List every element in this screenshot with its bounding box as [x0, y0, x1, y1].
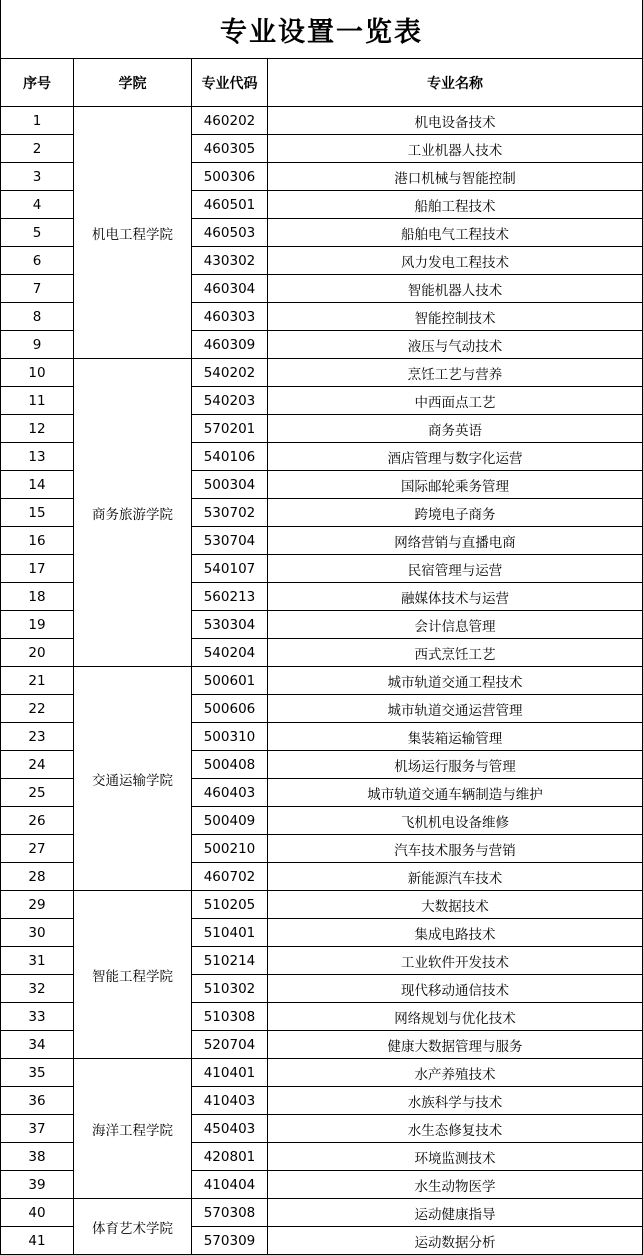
cell-college: 海洋工程学院	[74, 1059, 192, 1199]
cell-seq: 1	[1, 107, 74, 135]
cell-code: 560213	[192, 583, 268, 611]
cell-code: 460202	[192, 107, 268, 135]
cell-major-name: 新能源汽车技术	[268, 863, 643, 891]
cell-major-name: 酒店管理与数字化运营	[268, 443, 643, 471]
cell-major-name: 商务英语	[268, 415, 643, 443]
cell-seq: 17	[1, 555, 74, 583]
cell-code: 570308	[192, 1199, 268, 1227]
cell-major-name: 船舶电气工程技术	[268, 219, 643, 247]
cell-seq: 28	[1, 863, 74, 891]
cell-seq: 31	[1, 947, 74, 975]
cell-seq: 2	[1, 135, 74, 163]
cell-major-name: 会计信息管理	[268, 611, 643, 639]
cell-seq: 13	[1, 443, 74, 471]
cell-major-name: 水生动物医学	[268, 1171, 643, 1199]
cell-seq: 30	[1, 919, 74, 947]
cell-code: 460309	[192, 331, 268, 359]
cell-major-name: 机电设备技术	[268, 107, 643, 135]
cell-seq: 15	[1, 499, 74, 527]
cell-seq: 23	[1, 723, 74, 751]
cell-code: 450403	[192, 1115, 268, 1143]
table-row	[1, 1199, 643, 1227]
cell-code: 430302	[192, 247, 268, 275]
cell-code: 530702	[192, 499, 268, 527]
cell-major-name: 汽车技术服务与营销	[268, 835, 643, 863]
cell-code: 510401	[192, 919, 268, 947]
cell-code: 540203	[192, 387, 268, 415]
cell-major-name: 运动数据分析	[268, 1227, 643, 1255]
cell-seq: 19	[1, 611, 74, 639]
cell-code: 500304	[192, 471, 268, 499]
page-title: 专业设置一览表	[0, 0, 643, 58]
cell-code: 410401	[192, 1059, 268, 1087]
header-code: 专业代码	[192, 59, 268, 107]
cell-major-name: 智能机器人技术	[268, 275, 643, 303]
header-seq: 序号	[1, 59, 74, 107]
cell-code: 520704	[192, 1031, 268, 1059]
cell-major-name: 运动健康指导	[268, 1199, 643, 1227]
cell-code: 540106	[192, 443, 268, 471]
cell-code: 500310	[192, 723, 268, 751]
cell-code: 460501	[192, 191, 268, 219]
cell-code: 500306	[192, 163, 268, 191]
cell-major-name: 国际邮轮乘务管理	[268, 471, 643, 499]
cell-college: 商务旅游学院	[74, 359, 192, 667]
cell-seq: 16	[1, 527, 74, 555]
cell-code: 510308	[192, 1003, 268, 1031]
table-body	[1, 107, 643, 1255]
cell-code: 410404	[192, 1171, 268, 1199]
cell-code: 500606	[192, 695, 268, 723]
cell-code: 460303	[192, 303, 268, 331]
cell-major-name: 融媒体技术与运营	[268, 583, 643, 611]
cell-seq: 37	[1, 1115, 74, 1143]
cell-college: 机电工程学院	[74, 107, 192, 359]
cell-seq: 6	[1, 247, 74, 275]
cell-major-name: 集装箱运输管理	[268, 723, 643, 751]
cell-major-name: 中西面点工艺	[268, 387, 643, 415]
cell-code: 500408	[192, 751, 268, 779]
cell-seq: 4	[1, 191, 74, 219]
cell-seq: 10	[1, 359, 74, 387]
cell-college: 交通运输学院	[74, 667, 192, 891]
cell-major-name: 民宿管理与运营	[268, 555, 643, 583]
cell-seq: 9	[1, 331, 74, 359]
cell-major-name: 飞机机电设备维修	[268, 807, 643, 835]
cell-seq: 8	[1, 303, 74, 331]
cell-seq: 3	[1, 163, 74, 191]
cell-major-name: 网络规划与优化技术	[268, 1003, 643, 1031]
table-row	[1, 1059, 643, 1087]
cell-seq: 35	[1, 1059, 74, 1087]
cell-code: 540202	[192, 359, 268, 387]
cell-major-name: 城市轨道交通车辆制造与维护	[268, 779, 643, 807]
cell-major-name: 烹饪工艺与营养	[268, 359, 643, 387]
cell-seq: 25	[1, 779, 74, 807]
cell-code: 500601	[192, 667, 268, 695]
header-name: 专业名称	[268, 59, 643, 107]
cell-seq: 40	[1, 1199, 74, 1227]
cell-major-name: 船舶工程技术	[268, 191, 643, 219]
table-row	[1, 359, 643, 387]
cell-seq: 41	[1, 1227, 74, 1255]
cell-major-name: 西式烹饪工艺	[268, 639, 643, 667]
cell-seq: 11	[1, 387, 74, 415]
cell-major-name: 工业软件开发技术	[268, 947, 643, 975]
cell-major-name: 集成电路技术	[268, 919, 643, 947]
cell-code: 540107	[192, 555, 268, 583]
cell-seq: 33	[1, 1003, 74, 1031]
cell-code: 460305	[192, 135, 268, 163]
cell-code: 460403	[192, 779, 268, 807]
cell-major-name: 水生态修复技术	[268, 1115, 643, 1143]
cell-seq: 24	[1, 751, 74, 779]
cell-major-name: 港口机械与智能控制	[268, 163, 643, 191]
cell-code: 410403	[192, 1087, 268, 1115]
cell-seq: 38	[1, 1143, 74, 1171]
table-row	[1, 891, 643, 919]
cell-major-name: 水产养殖技术	[268, 1059, 643, 1087]
cell-college: 智能工程学院	[74, 891, 192, 1059]
cell-major-name: 环境监测技术	[268, 1143, 643, 1171]
cell-seq: 21	[1, 667, 74, 695]
cell-college: 体育艺术学院	[74, 1199, 192, 1255]
cell-seq: 22	[1, 695, 74, 723]
cell-seq: 18	[1, 583, 74, 611]
cell-major-name: 液压与气动技术	[268, 331, 643, 359]
cell-seq: 26	[1, 807, 74, 835]
cell-major-name: 现代移动通信技术	[268, 975, 643, 1003]
cell-code: 460503	[192, 219, 268, 247]
cell-code: 510302	[192, 975, 268, 1003]
cell-code: 460304	[192, 275, 268, 303]
cell-code: 570201	[192, 415, 268, 443]
cell-major-name: 健康大数据管理与服务	[268, 1031, 643, 1059]
cell-seq: 34	[1, 1031, 74, 1059]
cell-seq: 7	[1, 275, 74, 303]
cell-code: 570309	[192, 1227, 268, 1255]
cell-major-name: 大数据技术	[268, 891, 643, 919]
cell-code: 460702	[192, 863, 268, 891]
header-college: 学院	[74, 59, 192, 107]
cell-code: 510214	[192, 947, 268, 975]
cell-major-name: 工业机器人技术	[268, 135, 643, 163]
header-row	[1, 59, 643, 107]
cell-seq: 12	[1, 415, 74, 443]
cell-major-name: 跨境电子商务	[268, 499, 643, 527]
cell-code: 540204	[192, 639, 268, 667]
cell-seq: 5	[1, 219, 74, 247]
cell-seq: 27	[1, 835, 74, 863]
cell-major-name: 机场运行服务与管理	[268, 751, 643, 779]
cell-seq: 39	[1, 1171, 74, 1199]
cell-major-name: 城市轨道交通运营管理	[268, 695, 643, 723]
cell-code: 420801	[192, 1143, 268, 1171]
table-row	[1, 667, 643, 695]
cell-major-name: 网络营销与直播电商	[268, 527, 643, 555]
cell-code: 530304	[192, 611, 268, 639]
majors-table	[0, 58, 643, 1255]
cell-seq: 20	[1, 639, 74, 667]
cell-major-name: 风力发电工程技术	[268, 247, 643, 275]
cell-code: 510205	[192, 891, 268, 919]
cell-seq: 29	[1, 891, 74, 919]
cell-major-name: 智能控制技术	[268, 303, 643, 331]
cell-major-name: 水族科学与技术	[268, 1087, 643, 1115]
cell-code: 530704	[192, 527, 268, 555]
table-row	[1, 107, 643, 135]
cell-code: 500210	[192, 835, 268, 863]
cell-code: 500409	[192, 807, 268, 835]
cell-seq: 32	[1, 975, 74, 1003]
cell-seq: 14	[1, 471, 74, 499]
cell-major-name: 城市轨道交通工程技术	[268, 667, 643, 695]
cell-seq: 36	[1, 1087, 74, 1115]
